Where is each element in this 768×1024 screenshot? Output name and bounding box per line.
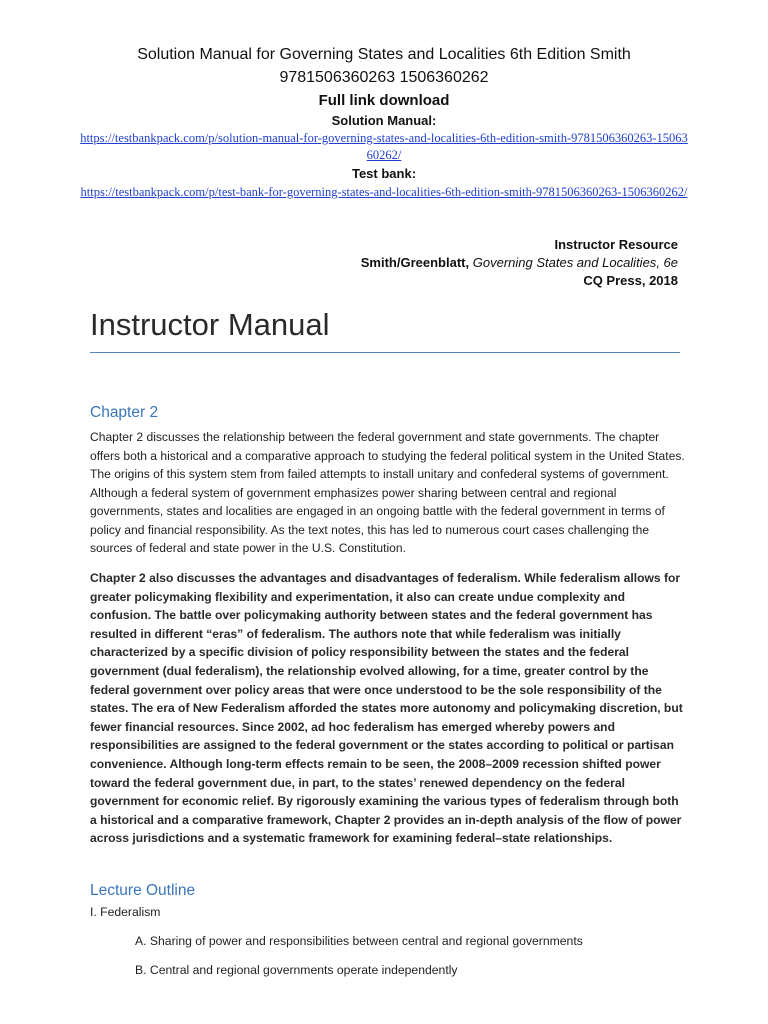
chapter-paragraph-1: Chapter 2 discusses the relationship between the federal government and state governments. The chapter offers both a historical and a comparative approach to studying the federal political system in the United States. The origins of this system stem from failed attempts to install unitary and confederal systems of government. Although a federal system of government emphasizes power sharing between central and regional governments, states and localities are engaged in an ongoing battle with the federal government in terms of policy and financial responsibility. As the text notes, this has led to numerous court cases challenging the sources of federal and state power in the U.S. Constitution. (90, 430, 685, 555)
book-citation (278, 254, 678, 272)
solution-manual-link[interactable]: https://testbankpack.com/p/solution-manual-for-governing-states-and-localities-6th-edition-smith-9781506360263-1506360262/ (80, 131, 688, 162)
lecture-outline-heading: Lecture Outline (90, 882, 196, 899)
publisher-line: CQ Press, 2018 (583, 273, 678, 288)
instructor-resource-label: Instructor Resource (554, 237, 678, 252)
test-bank-link[interactable]: https://testbankpack.com/p/test-bank-for-governing-states-and-localities-6th-edition-smith-9781506360263-1506360262/ (80, 185, 688, 199)
book-authors: Smith/Greenblatt, (360, 255, 470, 270)
test-bank-label: Test bank: (351, 166, 417, 181)
solution-manual-label: Solution Manual: (331, 113, 437, 128)
isbn-line: 9781506360263 1506360262 (279, 69, 489, 86)
manual-title: Instructor Manual (90, 307, 330, 342)
full-link-heading: Full link download (318, 92, 450, 109)
outline-item: B. Central and regional governments operate independently (135, 963, 458, 977)
title-divider (90, 352, 680, 353)
book-edition: , 6e (656, 255, 678, 270)
chapter-heading: Chapter 2 (90, 404, 159, 421)
document-title: Solution Manual for Governing States and Localities 6th Edition Smith (137, 46, 631, 63)
chapter-paragraph-2: Chapter 2 also discusses the advantages and disadvantages of federalism. While federalism allows for greater policymaking flexibility and experimentation, it also can create undue complexity and confusion. The battle over policymaking authority between states and the federal government has resulted in different “eras” of federalism. The authors note that while federalism was initially characterized by a specific division of policy responsibility between the states and the federal government (dual federalism), the relationship evolved allowing, for a time, greater control by the federal government over policy areas that were once understood to be the sole responsibility of the states. The era of New Federalism afforded the states more autonomy and policymaking discretion, but fewer financial resources. Since 2002, ad hoc federalism has emerged whereby powers and responsibilities are assigned to the federal government or the states according to political or partisan convenience. Although long-term effects remain to be seen, the 2008–2009 recession shifted power toward the federal government due, in part, to the states’ renewed dependency on the federal government for economic relief. By rigorously examining the various types of federalism through both a historical and a comparative framework, Chapter 2 provides an in-depth analysis of the flow of power across jurisdictions and a systematic framework for examining federal–state relationships. (90, 571, 683, 846)
outline-item: I. Federalism (90, 905, 161, 919)
book-title: Governing States and Localities (472, 255, 657, 270)
outline-item: A. Sharing of power and responsibilities between central and regional governments (135, 934, 583, 948)
